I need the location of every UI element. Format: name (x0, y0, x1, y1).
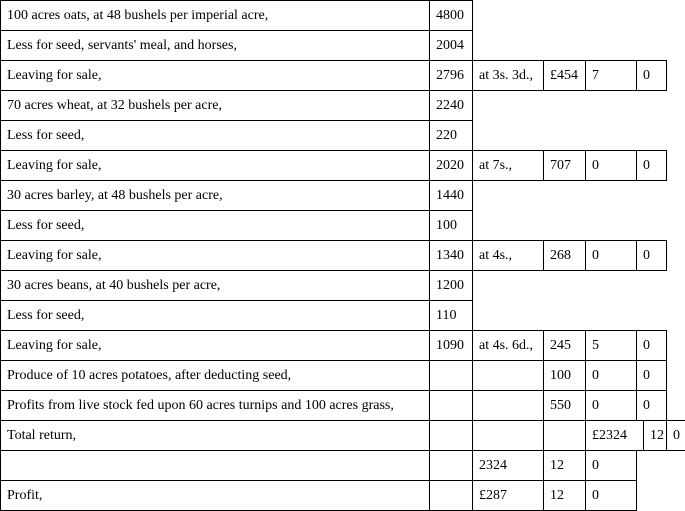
cell-rate: 2324 (472, 450, 544, 481)
cell-quantity (429, 450, 473, 481)
cell-quantity: 1440 (429, 180, 473, 211)
cell-shillings: £2324 (585, 420, 644, 451)
cell-quantity: 2020 (429, 150, 473, 181)
cell-quantity (429, 390, 473, 421)
cell-quantity: 1200 (429, 270, 473, 301)
cell-rate: at 4s. 6d., (472, 330, 544, 361)
cell-rate (472, 420, 544, 451)
cell-pence: 0 (636, 240, 667, 271)
cell-quantity (429, 480, 473, 511)
cell-quantity: 1340 (429, 240, 473, 271)
cell-pounds: 268 (543, 240, 586, 271)
cell-quantity (429, 360, 473, 391)
cell-shillings: 0 (585, 390, 637, 421)
cell-pence: 12 (643, 420, 667, 451)
cell-quantity (429, 420, 473, 451)
cell-description: Profit, (0, 480, 430, 511)
cell-description: Leaving for sale, (0, 330, 430, 361)
cell-pounds: £454 (543, 60, 586, 91)
cell-quantity: 2004 (429, 30, 473, 61)
cell-shillings: 0 (585, 480, 637, 511)
cell-rate: £287 (472, 480, 544, 511)
cell-pence: 0 (636, 330, 667, 361)
cell-description: Leaving for sale, (0, 60, 430, 91)
cell-shillings: 0 (585, 150, 637, 181)
cell-rate (472, 360, 544, 391)
cell-pounds: 100 (543, 360, 586, 391)
cell-quantity: 2240 (429, 90, 473, 121)
cell-pounds: 245 (543, 330, 586, 361)
cell-description: Less for seed, (0, 120, 430, 151)
cell-description: 100 acres oats, at 48 bushels per imperial acre, (0, 0, 430, 31)
cell-pence: 0 (636, 390, 667, 421)
cell-quantity: 4800 (429, 0, 473, 31)
cell-rate: at 3s. 3d., (472, 60, 544, 91)
cell-quantity: 2796 (429, 60, 473, 91)
cell-pounds: 550 (543, 390, 586, 421)
cell-extra: 0 (666, 420, 685, 451)
cell-rate (472, 390, 544, 421)
cell-quantity: 100 (429, 210, 473, 241)
cell-rate: at 4s., (472, 240, 544, 271)
cell-description: Leaving for sale, (0, 150, 430, 181)
cell-quantity: 1090 (429, 330, 473, 361)
cell-description: Total return, (0, 420, 430, 451)
cell-description: 30 acres barley, at 48 bushels per acre, (0, 180, 430, 211)
cell-description: 30 acres beans, at 40 bushels per acre, (0, 270, 430, 301)
cell-description: Profits from live stock fed upon 60 acres turnips and 100 acres grass, (0, 390, 430, 421)
cell-description: Less for seed, servants' meal, and horses, (0, 30, 430, 61)
cell-pence: 0 (636, 360, 667, 391)
cell-pounds: 707 (543, 150, 586, 181)
cell-pounds (543, 420, 586, 451)
cell-shillings: 0 (585, 450, 637, 481)
cell-pounds: 12 (543, 450, 586, 481)
cell-rate: at 7s., (472, 150, 544, 181)
cell-quantity: 110 (429, 300, 473, 331)
cell-shillings: 0 (585, 240, 637, 271)
cell-pence: 0 (636, 60, 667, 91)
cell-description: Leaving for sale, (0, 240, 430, 271)
cell-quantity: 220 (429, 120, 473, 151)
cell-shillings: 7 (585, 60, 637, 91)
cell-pence: 0 (636, 150, 667, 181)
cell-description (0, 450, 430, 481)
cell-shillings: 5 (585, 330, 637, 361)
cell-description: 70 acres wheat, at 32 bushels per acre, (0, 90, 430, 121)
cell-description: Less for seed, (0, 300, 430, 331)
cell-description: Less for seed, (0, 210, 430, 241)
cell-pounds: 12 (543, 480, 586, 511)
cell-description: Produce of 10 acres potatoes, after deducting seed, (0, 360, 430, 391)
cell-shillings: 0 (585, 360, 637, 391)
